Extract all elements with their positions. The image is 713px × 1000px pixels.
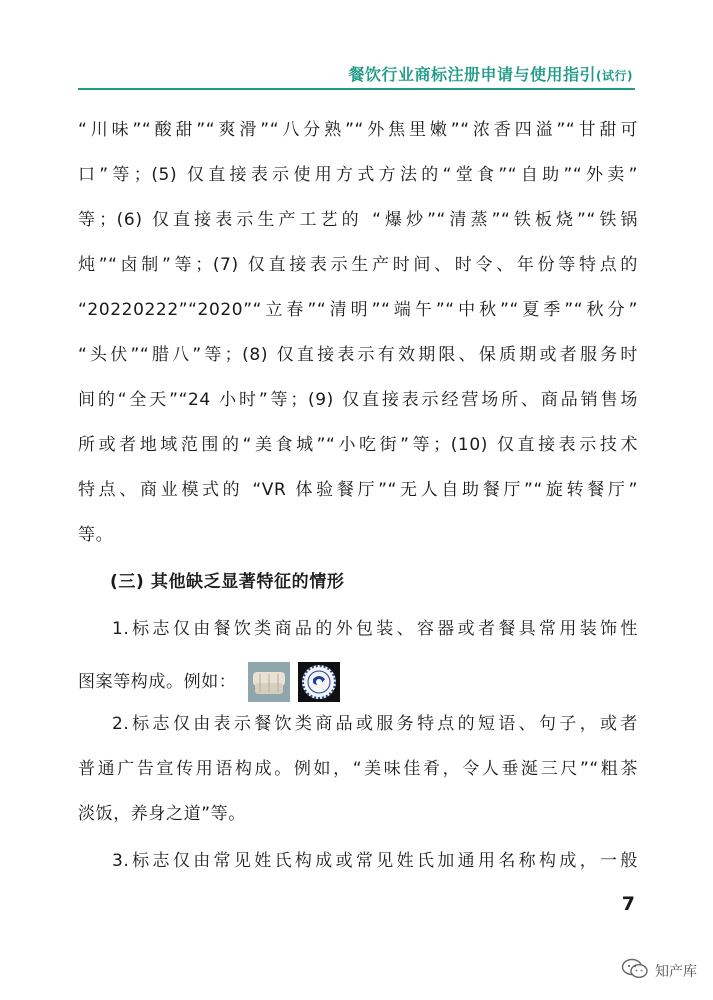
body-line: 等。: [78, 525, 114, 545]
item3-line1: 3.标志仅由常见姓氏构成或常见姓氏加通用名称构成，一般: [112, 851, 638, 871]
header-title-suffix: (试行): [596, 69, 633, 83]
food-container-image: [248, 662, 290, 702]
body-line: 间的“全天”“24 小时”等；(9) 仅直接表示经营场所、商品销售场: [78, 390, 638, 410]
item2-line2: 普通广告宣传用语构成。例如，“美味佳肴，令人垂涎三尺”“粗茶: [78, 759, 638, 779]
item1-line2: 图案等构成。例如：: [78, 672, 237, 692]
watermark-label: 知产库: [655, 964, 697, 980]
item1-line2-row: [78, 662, 638, 706]
item2-line3: 淡饭，养身之道”等。: [78, 804, 246, 824]
page-number: 7: [621, 893, 635, 915]
item1-line1: 1.标志仅由餐饮类商品的外包装、容器或者餐具常用装饰性: [112, 619, 638, 639]
body-line: 口”等；(5) 仅直接表示使用方式方法的“堂食”“自助”“外卖”: [78, 165, 638, 185]
header-title-main: 餐饮行业商标注册申请与使用指引: [348, 65, 597, 84]
body-line: 等；(6) 仅直接表示生产工艺的 “爆炒”“清蒸”“铁板烧”“铁锅: [78, 210, 638, 230]
body-line: 炖”“卤制”等；(7) 仅直接表示生产时间、时令、年份等特点的: [78, 255, 638, 275]
body-line: 特点、商业模式的 “VR 体验餐厅”“无人自助餐厅”“旋转餐厅”: [78, 480, 638, 500]
watermark: [621, 958, 697, 984]
decorative-plate-image: [298, 662, 340, 702]
header-title: [349, 62, 634, 85]
wechat-icon: [621, 958, 649, 984]
header-divider: [78, 88, 635, 90]
body-line: 所或者地域范围的“美食城”“小吃街”等；(10) 仅直接表示技术: [78, 435, 638, 455]
body-line: “头伏”“腊八”等；(8) 仅直接表示有效期限、保质期或者服务时: [78, 345, 638, 365]
section-heading: (三) 其他缺乏显著特征的情形: [110, 572, 345, 592]
body-line: “20220222”“2020”“立春”“清明”“端午”“中秋”“夏季”“秋分”: [78, 300, 638, 320]
body-line: “川味”“酸甜”“爽滑”“八分熟”“外焦里嫩”“浓香四溢”“甘甜可: [78, 120, 638, 140]
item2-line1: 2.标志仅由表示餐饮类商品或服务特点的短语、句子，或者: [112, 714, 638, 734]
